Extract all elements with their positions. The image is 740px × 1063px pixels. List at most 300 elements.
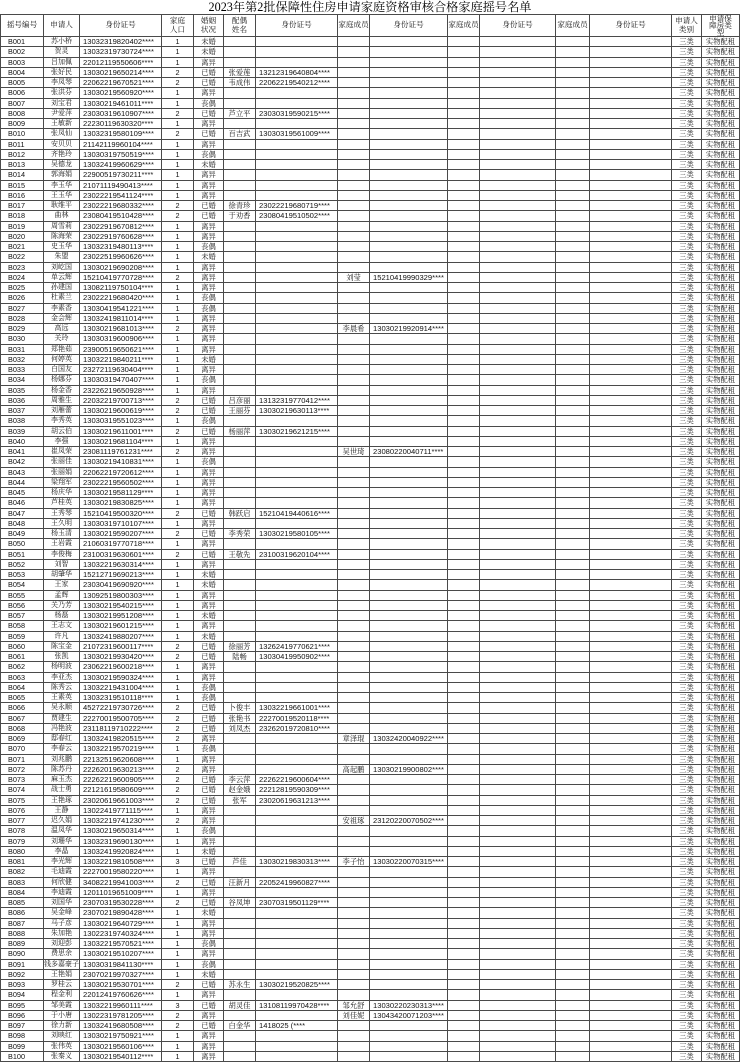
lottery-list-table (0, 14, 740, 1062)
applicant-name-cell: 金会辉 (44, 314, 80, 324)
spouse-name-cell (224, 181, 256, 191)
household-size-cell: 1 (162, 355, 194, 365)
spouse-id-cell (256, 621, 338, 631)
member1-name-cell: 高起鹏 (338, 765, 370, 775)
member1-id-cell (370, 334, 448, 344)
applicant-category-cell: 三类 (672, 652, 702, 662)
member2-name-cell (448, 68, 480, 78)
housing-type-cell: 实物配租 (702, 908, 740, 918)
member2-id-cell (480, 304, 556, 314)
member1-id-cell (370, 570, 448, 580)
member2-name-cell (448, 683, 480, 693)
member3-name-cell (556, 416, 590, 426)
applicant-category-cell: 三类 (672, 314, 702, 324)
spouse-name-cell (224, 263, 256, 273)
member3-id-cell (590, 888, 672, 898)
housing-type-cell: 实物配租 (702, 386, 740, 396)
applicant-category-cell: 三类 (672, 673, 702, 683)
member2-id-cell (480, 806, 556, 816)
member3-id-cell (590, 632, 672, 642)
member2-name-cell (448, 427, 480, 437)
applicant-category-cell: 三类 (672, 437, 702, 447)
spouse-id-cell: 1418025 (**** (256, 1021, 338, 1031)
household-size-cell: 1 (162, 970, 194, 980)
member2-id-cell (480, 386, 556, 396)
member1-id-cell (370, 1021, 448, 1031)
spouse-name-cell (224, 314, 256, 324)
spouse-name-cell (224, 990, 256, 1000)
lottery-number-cell: B076 (1, 806, 44, 816)
housing-type-cell: 实物配租 (702, 406, 740, 416)
member3-name-cell (556, 457, 590, 467)
member3-id-cell (590, 119, 672, 129)
household-size-cell: 1 (162, 662, 194, 672)
applicant-name-cell: 杨明波 (44, 662, 80, 672)
housing-type-cell: 实物配租 (702, 939, 740, 949)
spouse-id-cell (256, 560, 338, 570)
spouse-id-cell: 23022219680719**** (256, 201, 338, 211)
member2-id-cell (480, 181, 556, 191)
member1-id-cell (370, 550, 448, 560)
member3-id-cell (590, 365, 672, 375)
member2-id-cell (480, 109, 556, 119)
marital-status-cell: 已婚 (194, 775, 224, 785)
applicant-name-cell: 苏小桥 (44, 37, 80, 47)
applicant-id-cell: 23022219541124**** (80, 191, 162, 201)
member1-id-cell (370, 355, 448, 365)
household-size-cell: 2 (162, 509, 194, 519)
lottery-number-cell: B074 (1, 785, 44, 795)
spouse-id-cell (256, 232, 338, 242)
member1-id-cell: 13030219920914**** (370, 324, 448, 334)
table-row (1, 273, 740, 283)
member3-id-cell (590, 580, 672, 590)
member1-name-cell (338, 129, 370, 139)
member2-name-cell (448, 365, 480, 375)
applicant-category-cell: 三类 (672, 119, 702, 129)
spouse-id-cell (256, 570, 338, 580)
table-row (1, 796, 740, 806)
member2-id-cell (480, 775, 556, 785)
household-size-cell: 1 (162, 386, 194, 396)
member1-id-cell (370, 693, 448, 703)
member1-name-cell (338, 78, 370, 88)
member3-name-cell (556, 283, 590, 293)
household-size-cell: 1 (162, 673, 194, 683)
applicant-name-cell: 刘映红 (44, 1031, 80, 1041)
applicant-id-cell: 13032219570219**** (80, 744, 162, 754)
household-size-cell: 1 (162, 416, 194, 426)
lottery-number-cell: B048 (1, 519, 44, 529)
member3-name-cell (556, 744, 590, 754)
member1-name-cell (338, 283, 370, 293)
header-spouse-name-label: 配偶姓名 (231, 16, 248, 34)
page-title: 2023年第2批保障性住房申请家庭资格审核合格家庭摇号名单 (208, 0, 532, 14)
table-row (1, 775, 740, 785)
member3-id-cell (590, 437, 672, 447)
member1-id-cell (370, 652, 448, 662)
member1-id-cell (370, 88, 448, 98)
member3-name-cell (556, 211, 590, 221)
spouse-id-cell (256, 990, 338, 1000)
applicant-category-cell: 三类 (672, 539, 702, 549)
applicant-category-cell: 三类 (672, 642, 702, 652)
member1-name-cell (338, 970, 370, 980)
table-row (1, 263, 740, 273)
member2-id-cell (480, 550, 556, 560)
spouse-id-cell (256, 1031, 338, 1041)
member1-id-cell (370, 396, 448, 406)
member2-name-cell (448, 181, 480, 191)
spouse-id-cell: 13032219661001**** (256, 703, 338, 713)
marital-status-cell: 丧偶 (194, 693, 224, 703)
spouse-id-cell (256, 273, 338, 283)
household-size-cell: 2 (162, 980, 194, 990)
spouse-name-cell (224, 683, 256, 693)
member3-name-cell (556, 990, 590, 1000)
marital-status-cell: 离异 (194, 673, 224, 683)
table-row (1, 519, 740, 529)
lottery-number-cell: B007 (1, 99, 44, 109)
spouse-name-cell: 于劝香 (224, 211, 256, 221)
applicant-category-cell: 三类 (672, 857, 702, 867)
header-member2-id-label: 身份证号 (502, 20, 533, 30)
applicant-category-cell: 三类 (672, 816, 702, 826)
member1-name-cell: 李晨希 (338, 324, 370, 334)
member2-name-cell (448, 37, 480, 47)
applicant-id-cell: 13030219681013**** (80, 324, 162, 334)
member1-name-cell (338, 304, 370, 314)
member1-name-cell (338, 181, 370, 191)
member3-name-cell (556, 621, 590, 631)
marital-status-cell: 离异 (194, 170, 224, 180)
member3-name-cell (556, 478, 590, 488)
applicant-name-cell: 崔凤荣 (44, 447, 80, 457)
member1-id-cell (370, 314, 448, 324)
member2-id-cell (480, 58, 556, 68)
member2-name-cell (448, 816, 480, 826)
member2-name-cell (448, 601, 480, 611)
member1-id-cell (370, 1042, 448, 1052)
housing-type-cell: 实物配租 (702, 447, 740, 457)
member2-name-cell (448, 488, 480, 498)
member2-id-cell (480, 755, 556, 765)
member3-id-cell (590, 703, 672, 713)
household-size-cell: 1 (162, 591, 194, 601)
applicant-name-cell: 于小唐 (44, 1011, 80, 1021)
member1-name-cell (338, 724, 370, 734)
household-size-cell: 1 (162, 939, 194, 949)
member3-name-cell (556, 314, 590, 324)
applicant-id-cell: 22262219600905**** (80, 775, 162, 785)
table-row (1, 816, 740, 826)
member2-name-cell (448, 252, 480, 262)
table-row (1, 140, 740, 150)
member3-id-cell (590, 529, 672, 539)
applicant-name-cell: 刘迎彭 (44, 939, 80, 949)
table-row (1, 714, 740, 724)
member2-name-cell (448, 857, 480, 867)
member1-id-cell (370, 99, 448, 109)
table-row (1, 99, 740, 109)
applicant-id-cell: 23070319530228**** (80, 898, 162, 908)
spouse-name-cell (224, 58, 256, 68)
applicant-category-cell: 三类 (672, 99, 702, 109)
member3-name-cell (556, 734, 590, 744)
table-row (1, 744, 740, 754)
table-row (1, 1031, 740, 1041)
member3-name-cell (556, 468, 590, 478)
housing-type-cell: 实物配租 (702, 488, 740, 498)
lottery-number-cell: B028 (1, 314, 44, 324)
table-row (1, 170, 740, 180)
member2-id-cell (480, 293, 556, 303)
spouse-id-cell (256, 1011, 338, 1021)
marital-status-cell: 已婚 (194, 427, 224, 437)
member1-name-cell (338, 550, 370, 560)
member3-id-cell (590, 345, 672, 355)
table-row (1, 898, 740, 908)
applicant-name-cell: 单云辉 (44, 273, 80, 283)
member2-name-cell (448, 334, 480, 344)
spouse-id-cell (256, 580, 338, 590)
member3-name-cell (556, 960, 590, 970)
member1-name-cell (338, 68, 370, 78)
applicant-id-cell: 13082119750104**** (80, 283, 162, 293)
table-row (1, 919, 740, 929)
spouse-name-cell (224, 755, 256, 765)
spouse-id-cell (256, 416, 338, 426)
applicant-category-cell: 三类 (672, 611, 702, 621)
household-size-cell: 1 (162, 140, 194, 150)
applicant-id-cell: 13030219530701**** (80, 980, 162, 990)
lottery-number-cell: B047 (1, 509, 44, 519)
housing-type-cell: 实物配租 (702, 816, 740, 826)
member2-name-cell (448, 775, 480, 785)
table-row (1, 109, 740, 119)
applicant-id-cell: 22121619580609**** (80, 785, 162, 795)
housing-type-cell: 实物配租 (702, 416, 740, 426)
applicant-id-cell: 13030319551023**** (80, 416, 162, 426)
member2-id-cell (480, 519, 556, 529)
spouse-name-cell (224, 570, 256, 580)
spouse-name-cell (224, 539, 256, 549)
member2-id-cell (480, 375, 556, 385)
household-size-cell: 1 (162, 847, 194, 857)
applicant-category-cell: 三类 (672, 427, 702, 437)
member3-id-cell (590, 724, 672, 734)
member3-id-cell (590, 673, 672, 683)
member1-id-cell (370, 191, 448, 201)
housing-type-cell: 实物配租 (702, 611, 740, 621)
member2-name-cell (448, 1052, 480, 1062)
applicant-id-cell: 13030219650214**** (80, 68, 162, 78)
marital-status-cell: 丧偶 (194, 375, 224, 385)
member2-name-cell (448, 878, 480, 888)
housing-type-cell: 实物配租 (702, 252, 740, 262)
member2-id-cell (480, 150, 556, 160)
table-row (1, 1021, 740, 1031)
member3-id-cell (590, 949, 672, 959)
marital-status-cell: 已婚 (194, 550, 224, 560)
housing-type-cell: 实物配租 (702, 88, 740, 98)
housing-type-cell: 实物配租 (702, 919, 740, 929)
table-row (1, 37, 740, 47)
member3-id-cell (590, 109, 672, 119)
applicant-name-cell: 迟久娟 (44, 816, 80, 826)
spouse-id-cell (256, 88, 338, 98)
applicant-category-cell: 三类 (672, 1021, 702, 1031)
member2-id-cell (480, 88, 556, 98)
spouse-name-cell (224, 1031, 256, 1041)
table-row (1, 242, 740, 252)
spouse-name-cell (224, 826, 256, 836)
applicant-id-cell: 13030319841130**** (80, 960, 162, 970)
spouse-name-cell (224, 478, 256, 488)
member2-id-cell (480, 949, 556, 959)
member2-id-cell (480, 191, 556, 201)
member2-name-cell (448, 703, 480, 713)
housing-type-cell: 实物配租 (702, 47, 740, 57)
lottery-number-cell: B066 (1, 703, 44, 713)
marital-status-cell: 丧偶 (194, 150, 224, 160)
marital-status-cell: 未婚 (194, 47, 224, 57)
spouse-id-cell (256, 488, 338, 498)
member2-id-cell (480, 345, 556, 355)
member3-id-cell (590, 519, 672, 529)
applicant-category-cell: 三类 (672, 1001, 702, 1011)
member2-name-cell (448, 642, 480, 652)
applicant-name-cell: 王艳琢 (44, 796, 80, 806)
spouse-name-cell (224, 765, 256, 775)
member2-id-cell (480, 693, 556, 703)
member2-name-cell (448, 396, 480, 406)
housing-type-cell: 实物配租 (702, 837, 740, 847)
spouse-name-cell (224, 1011, 256, 1021)
household-size-cell: 2 (162, 427, 194, 437)
member1-name-cell (338, 990, 370, 1000)
marital-status-cell: 已婚 (194, 642, 224, 652)
member1-id-cell (370, 406, 448, 416)
member3-id-cell (590, 68, 672, 78)
applicant-category-cell: 三类 (672, 1052, 702, 1062)
household-size-cell: 1 (162, 929, 194, 939)
spouse-name-cell: 张艳书 (224, 714, 256, 724)
applicant-name-cell: 王久明 (44, 519, 80, 529)
household-size-cell: 1 (162, 170, 194, 180)
household-size-cell: 1 (162, 345, 194, 355)
spouse-name-cell (224, 99, 256, 109)
table-row (1, 867, 740, 877)
member3-id-cell (590, 642, 672, 652)
member1-id-cell (370, 601, 448, 611)
housing-type-cell: 实物配租 (702, 1021, 740, 1031)
member3-id-cell (590, 550, 672, 560)
applicant-category-cell: 三类 (672, 724, 702, 734)
lottery-number-cell: B098 (1, 1031, 44, 1041)
lottery-number-cell: B044 (1, 478, 44, 488)
lottery-number-cell: B068 (1, 724, 44, 734)
member2-id-cell (480, 652, 556, 662)
member3-name-cell (556, 949, 590, 959)
housing-type-cell: 实物配租 (702, 621, 740, 631)
lottery-number-cell: B096 (1, 1011, 44, 1021)
marital-status-cell: 离异 (194, 806, 224, 816)
member3-id-cell (590, 878, 672, 888)
applicant-category-cell: 三类 (672, 990, 702, 1000)
table-row (1, 58, 740, 68)
member3-name-cell (556, 304, 590, 314)
household-size-cell: 1 (162, 621, 194, 631)
member1-name-cell (338, 211, 370, 221)
housing-type-cell: 实物配租 (702, 375, 740, 385)
household-size-cell: 1 (162, 150, 194, 160)
marital-status-cell: 离异 (194, 345, 224, 355)
member3-id-cell (590, 591, 672, 601)
housing-type-cell: 实物配租 (702, 519, 740, 529)
spouse-name-cell (224, 847, 256, 857)
housing-type-cell: 实物配租 (702, 427, 740, 437)
member3-id-cell (590, 929, 672, 939)
household-size-cell: 1 (162, 119, 194, 129)
member2-id-cell (480, 980, 556, 990)
spouse-id-cell: 23080419510502**** (256, 211, 338, 221)
spouse-id-cell (256, 601, 338, 611)
applicant-category-cell: 三类 (672, 37, 702, 47)
housing-type-cell: 实物配租 (702, 867, 740, 877)
member2-id-cell (480, 970, 556, 980)
marital-status-cell: 离异 (194, 601, 224, 611)
applicant-id-cell: 13030319710107**** (80, 519, 162, 529)
lottery-number-cell: B093 (1, 980, 44, 990)
lottery-number-cell: B010 (1, 129, 44, 139)
member2-id-cell (480, 878, 556, 888)
member2-id-cell (480, 509, 556, 519)
member3-id-cell (590, 857, 672, 867)
table-row (1, 88, 740, 98)
applicant-id-cell: 23272119630404**** (80, 365, 162, 375)
household-size-cell: 1 (162, 888, 194, 898)
applicant-category-cell: 三类 (672, 447, 702, 457)
spouse-id-cell (256, 673, 338, 683)
marital-status-cell: 未婚 (194, 580, 224, 590)
member3-name-cell (556, 632, 590, 642)
member3-id-cell (590, 324, 672, 334)
member1-id-cell (370, 160, 448, 170)
spouse-id-cell: 13030419950902**** (256, 652, 338, 662)
applicant-name-cell: 李光辉 (44, 857, 80, 867)
member2-id-cell (480, 662, 556, 672)
housing-type-cell: 实物配租 (702, 437, 740, 447)
member2-id-cell (480, 1011, 556, 1021)
member3-id-cell (590, 58, 672, 68)
member2-name-cell (448, 580, 480, 590)
housing-type-cell: 实物配租 (702, 334, 740, 344)
table-row (1, 580, 740, 590)
lottery-number-cell: B054 (1, 580, 44, 590)
member3-id-cell (590, 806, 672, 816)
spouse-name-cell (224, 744, 256, 754)
header-spouse-id (256, 15, 338, 37)
table-row (1, 734, 740, 744)
member1-id-cell (370, 611, 448, 621)
member1-id-cell (370, 222, 448, 232)
applicant-name-cell: 刘宝君 (44, 99, 80, 109)
member3-name-cell (556, 539, 590, 549)
member2-name-cell (448, 283, 480, 293)
applicant-category-cell: 三类 (672, 375, 702, 385)
household-size-cell: 1 (162, 160, 194, 170)
